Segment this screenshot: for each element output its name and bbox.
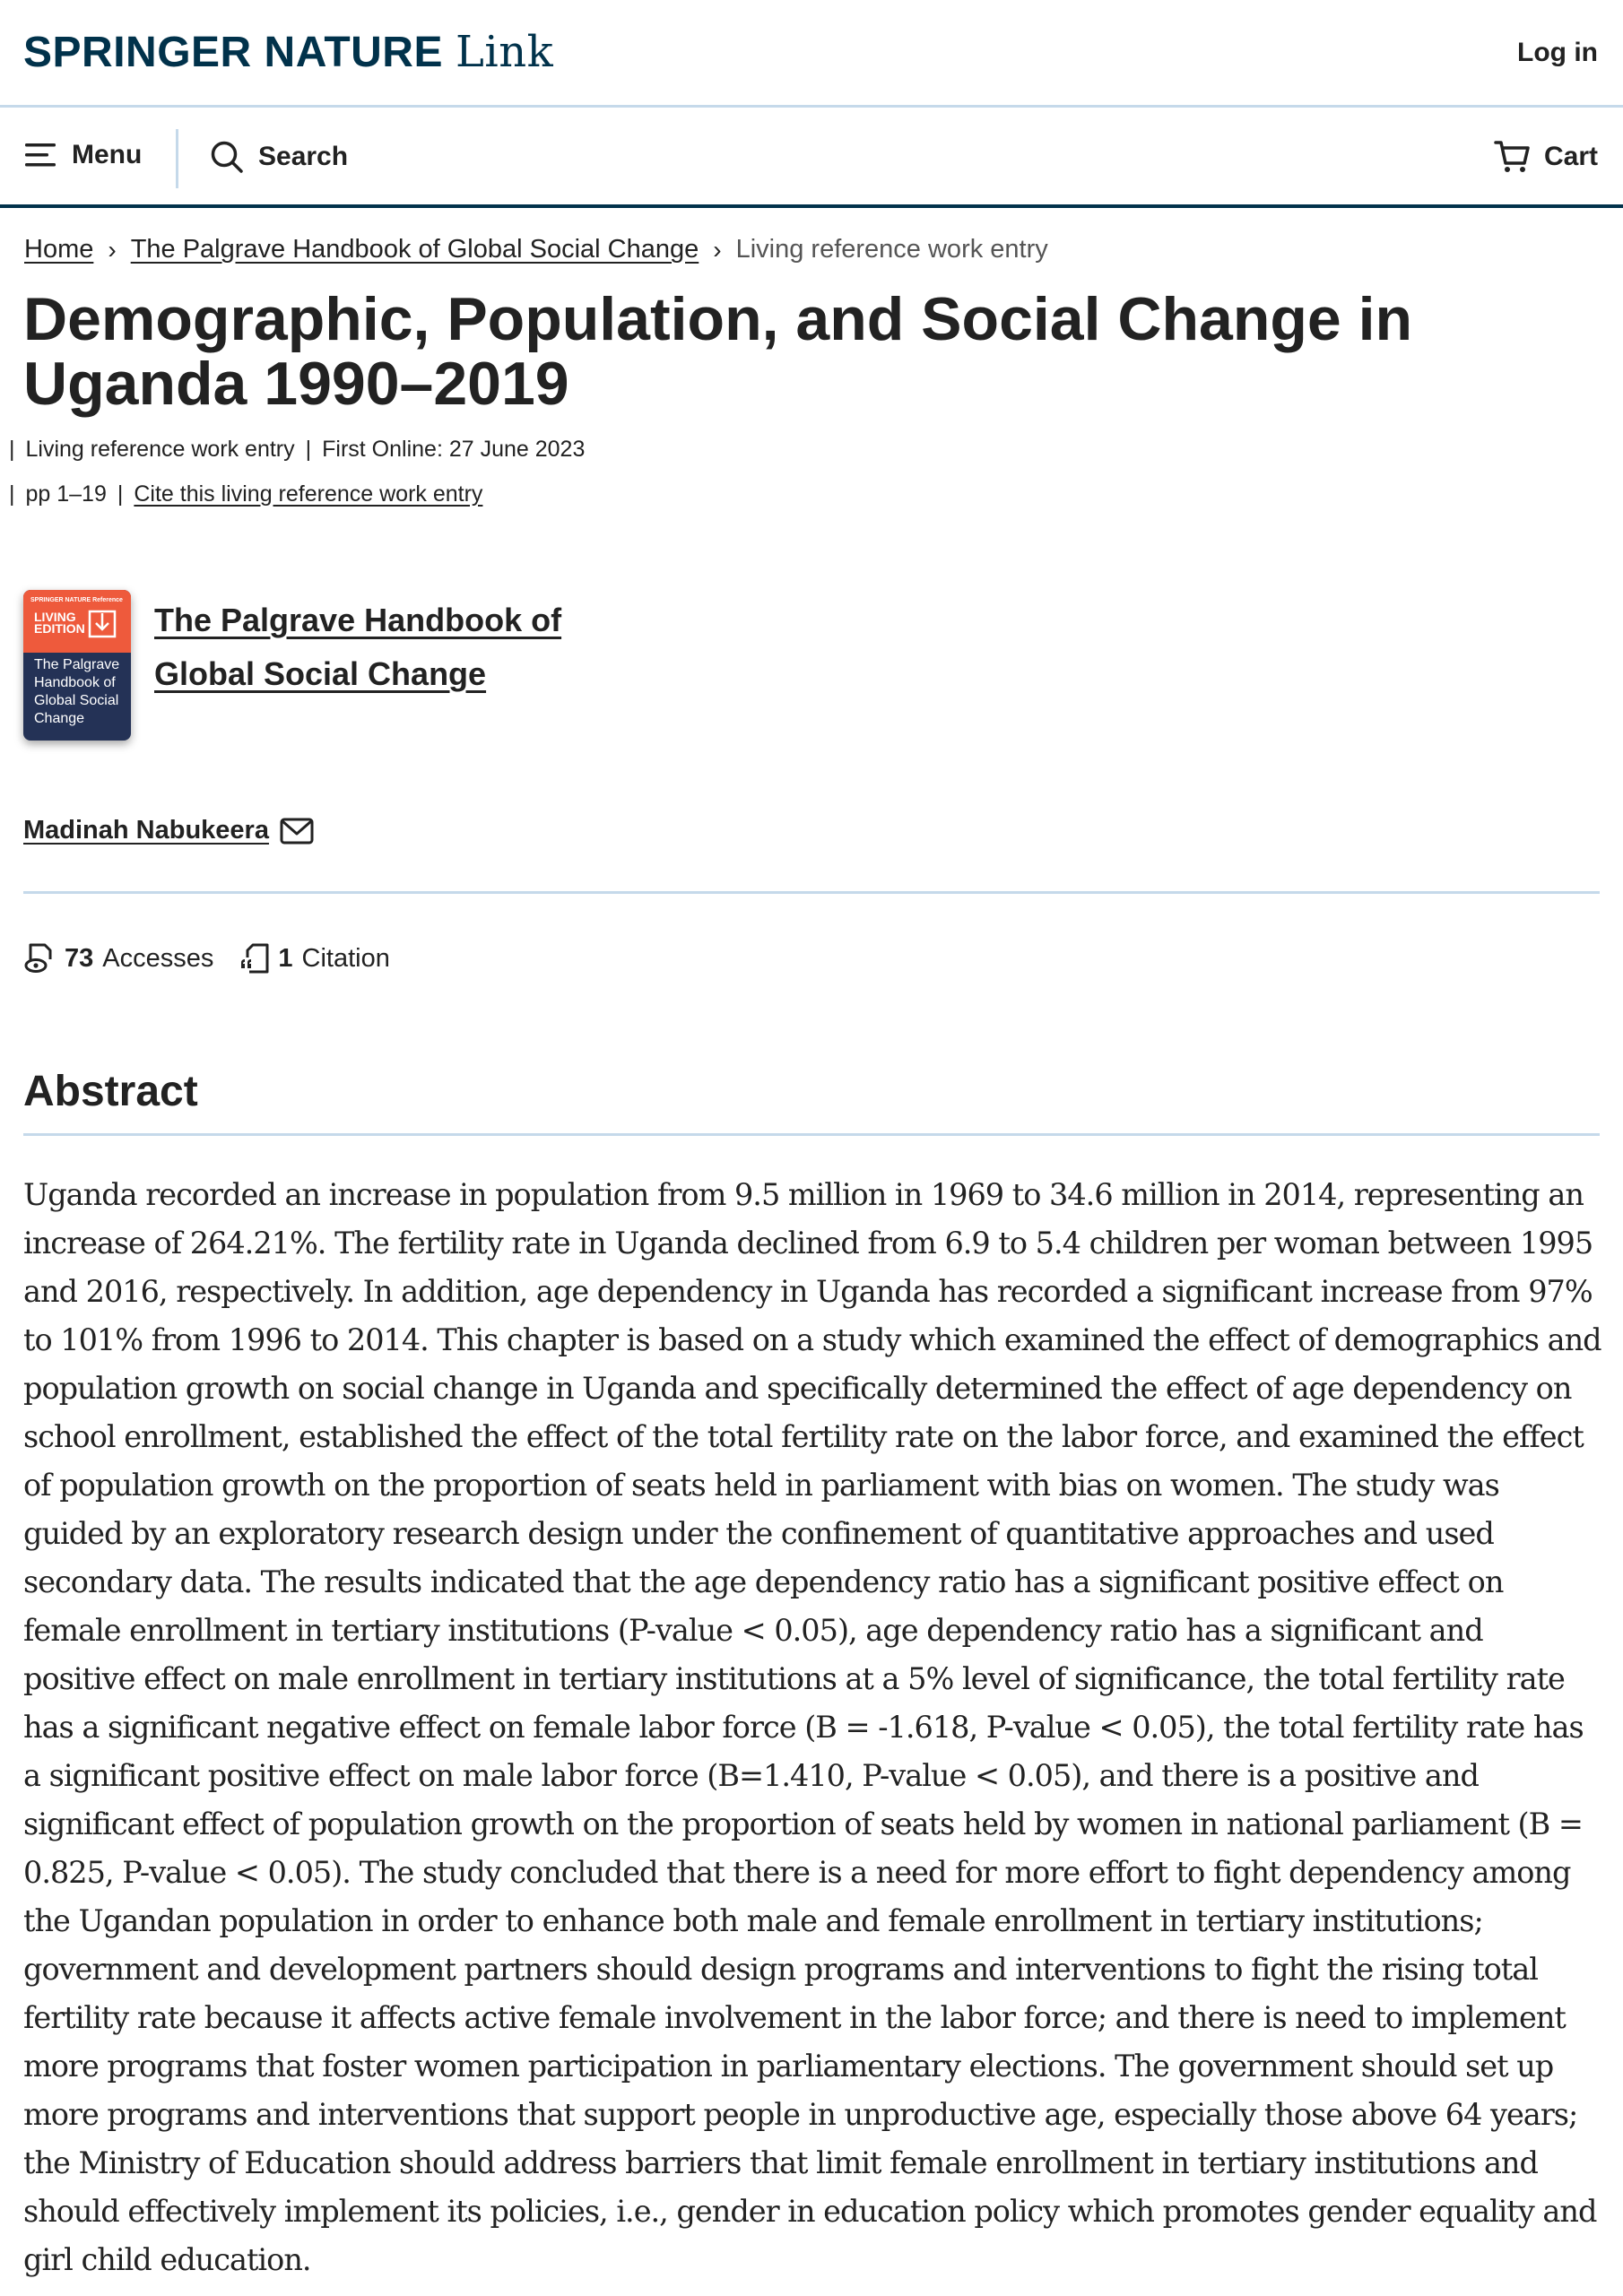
chevron-right-icon: › [108, 235, 117, 264]
menu-button[interactable] [25, 140, 142, 170]
article-metrics [23, 941, 415, 975]
cite-link[interactable]: Cite this living reference work entry [134, 481, 483, 507]
accesses-count: 73 [65, 943, 94, 973]
first-online-date: First Online: 27 June 2023 [322, 437, 586, 462]
accesses-label: Accesses [102, 943, 214, 973]
menu-label: Menu [72, 140, 143, 169]
author-name[interactable]: Madinah Nabukeera [23, 816, 269, 845]
author[interactable] [23, 816, 314, 845]
book-info [23, 590, 567, 741]
breadcrumb-current: Living reference work entry [735, 235, 1048, 264]
abstract-heading: Abstract [23, 1068, 198, 1115]
cart-button[interactable] [1494, 140, 1598, 174]
chevron-right-icon: › [713, 235, 722, 264]
accesses-metric [23, 941, 213, 975]
top-bar [0, 0, 1623, 108]
divider [23, 1133, 1600, 1136]
nav-bar [0, 108, 1623, 208]
entry-type: Living reference work entry [25, 437, 295, 462]
article-meta-row-2: | pp 1–19 | Cite this living reference work entry [9, 481, 483, 507]
page-title: Demographic, Population, and Social Change in Uganda 1990–2019 [23, 285, 1413, 418]
springer-nature-link-logo[interactable] [23, 27, 553, 77]
breadcrumb [24, 235, 1048, 264]
email-icon[interactable] [280, 818, 314, 845]
hamburger-icon [25, 143, 57, 168]
article-meta-row-1: | Living reference work entry | First Online: 27 June 2023 [9, 437, 586, 462]
cover-edition: LIVING EDITION [34, 610, 85, 636]
cover-publisher: SPRINGER NATURE Reference [30, 597, 123, 603]
abstract-text: Uganda recorded an increase in population from 9.5 million in 1969 to 34.6 million in 2014, representing an increase of 264.21%. The fertility rate in Uganda declined from 6.9 to 5.4 children per woman between 1995 and 2016, respectively. In addition, age dependency in Uganda has recorded a significant increase from 97% to 101% from 1996 to 2014. This chapter is based on a study which examined the effect of demographics and population growth on social change in Uganda and specifically determined the effect of age dependency on school enrollment, established the effect of the total fertility rate on the labor force, and examined the effect of population growth on the proportion of seats held in parliament with bias on women. The study was guided by an exploratory research design under the confinement of quantitative approaches and used secondary data. The results indicated that the age dependency ratio has a significant positive effect on female enrollment in tertiary institutions (P-value < 0.05), age dependency ratio has a significant and positive effect on male enrollment in tertiary institutions at a 5% level of significance, the total fertility rate has a significant negative effect on female labor force (B = -1.618, P-value < 0.05), the total fertility rate has a significant positive effect on male labor force (B=1.410, P-value < 0.05), and there is a positive and significant effect of population growth on the proportion of seats held by women in national parliament (B = 0.825, P-value < 0.05). The study concluded that there is a need for more effort to fight dependency among the Ugandan population in order to enhance both male and female enrollment in tertiary institutions; government and development partners should design programs and interventions to fight the rising total fertility rate because it affects active female involvement in the labor force; and there is need to implement more programs that foster women participation in parliamentary elections. The government should set up more programs and interventions that support people in unproductive age, especially those above 64 years; the Ministry of Education should address barriers that limit female enrollment in tertiary institutions and should effectively implement its policies, i.e., gender in education policy which promotes gender equality and girl child education. [23, 1177, 1601, 2277]
cart-label: Cart [1543, 142, 1598, 171]
search-label: Search [258, 142, 349, 171]
download-icon [88, 610, 117, 638]
divider [23, 891, 1600, 894]
cart-icon [1494, 140, 1530, 174]
page-range: pp 1–19 [25, 481, 107, 507]
logo-link-word: Link [455, 27, 554, 77]
nav-separator [176, 129, 178, 188]
cover-title: The Palgrave Handbook of Global Social Change [34, 657, 120, 726]
login-link[interactable]: Log in [1517, 38, 1598, 67]
accesses-icon [23, 941, 59, 975]
citations-label: Citation [301, 943, 390, 973]
citations-count: 1 [278, 943, 293, 973]
breadcrumb-home[interactable]: Home [24, 235, 94, 264]
citation-icon [239, 941, 273, 975]
book-cover-image[interactable] [23, 590, 131, 741]
logo-brand: SPRINGER NATURE [23, 29, 443, 76]
search-button[interactable] [210, 140, 348, 174]
citations-metric [239, 941, 389, 975]
search-icon [210, 140, 244, 174]
breadcrumb-handbook[interactable]: The Palgrave Handbook of Global Social Change [130, 235, 699, 264]
book-title-link[interactable]: The Palgrave Handbook of Global Social Change [154, 602, 562, 692]
